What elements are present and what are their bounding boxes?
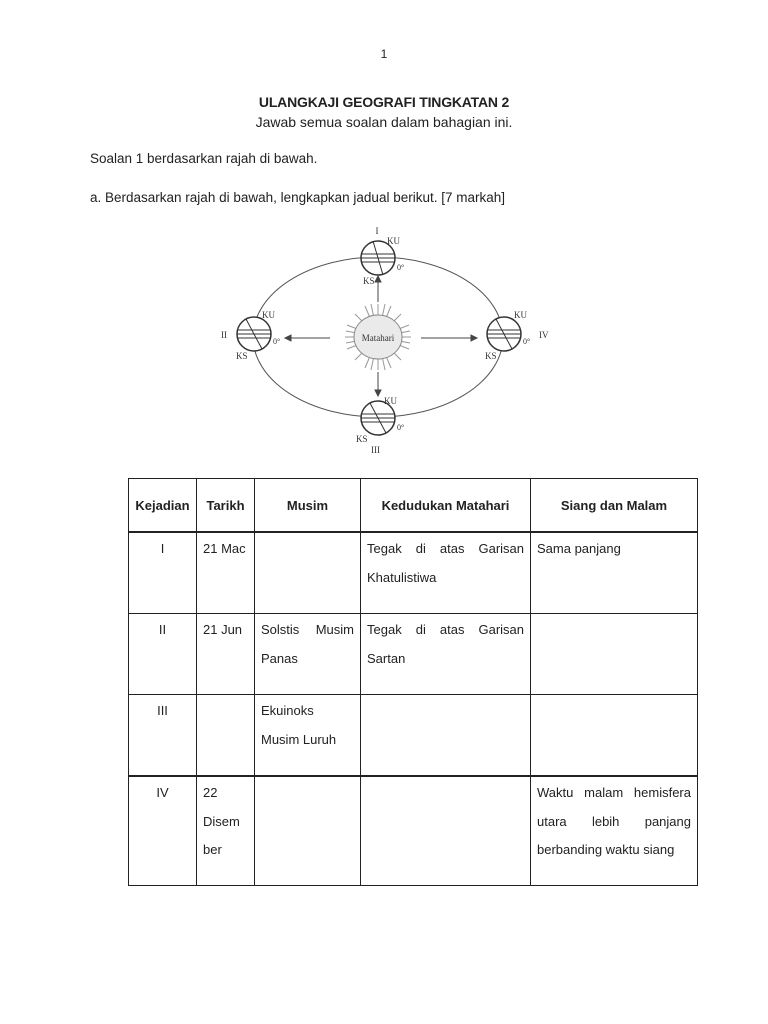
cell-musim[interactable] <box>255 532 361 614</box>
cell-tarikh: 21 Mac <box>197 532 255 614</box>
position-III-numeral: III <box>371 445 380 455</box>
position-II-degree: 0° <box>273 337 281 346</box>
intro-text: Soalan 1 berdasarkan rajah di bawah. <box>90 151 318 166</box>
cell-siang-malam[interactable] <box>531 614 698 695</box>
page-number: 1 <box>380 47 388 61</box>
question-text: a. Berdasarkan rajah di bawah, lengkapkan jadual berikut. [7 markah] <box>90 190 505 205</box>
cell-kejadian: III <box>129 695 197 777</box>
page-subtitle: Jawab semua soalan dalam bahagian ini. <box>255 114 513 130</box>
position-I-degree: 0° <box>397 263 405 272</box>
position-III-degree: 0° <box>397 423 405 432</box>
earth-orbit-diagram <box>205 222 565 462</box>
cell-siang-malam[interactable] <box>531 695 698 777</box>
cell-kedudukan: Tegak di atas Garisan Khatulistiwa <box>361 532 531 614</box>
cell-kedudukan: Tegak di atas Garisan Sartan <box>361 614 531 695</box>
cell-tarikh: 22 Disem ber <box>197 776 255 886</box>
position-III-north: KU <box>384 396 397 406</box>
table-row <box>129 695 698 777</box>
cell-musim: Solstis Musim Panas <box>255 614 361 695</box>
position-II-numeral: II <box>221 330 227 340</box>
cell-tarikh: 21 Jun <box>197 614 255 695</box>
cell-kejadian: I <box>129 532 197 614</box>
header-tarikh: Tarikh <box>197 479 255 533</box>
header-musim: Musim <box>255 479 361 533</box>
table-row <box>129 776 698 886</box>
table-header-row <box>129 479 698 533</box>
cell-kejadian: II <box>129 614 197 695</box>
header-kedudukan-matahari: Kedudukan Matahari <box>361 479 531 533</box>
position-IV-north: KU <box>514 310 527 320</box>
position-I-north: KU <box>387 236 400 246</box>
cell-kedudukan[interactable] <box>361 695 531 777</box>
cell-musim: Ekuinoks Musim Luruh <box>255 695 361 777</box>
position-IV-numeral: IV <box>539 330 549 340</box>
position-IV-degree: 0° <box>523 337 531 346</box>
position-III-south: KS <box>356 434 368 444</box>
position-IV-south: KS <box>485 351 497 361</box>
earth-position-I <box>361 241 395 275</box>
cell-musim[interactable] <box>255 776 361 886</box>
sun-label: Matahari <box>361 333 395 343</box>
earth-position-II <box>237 317 271 351</box>
cell-siang-malam: Waktu malam hemisfera utara lebih panjang berbanding waktu siang <box>531 776 698 886</box>
answer-table <box>128 478 698 886</box>
position-I-numeral: I <box>375 226 379 236</box>
cell-kejadian: IV <box>129 776 197 886</box>
header-siang-dan-malam: Siang dan Malam <box>531 479 698 533</box>
page-title: ULANGKAJI GEOGRAFI TINGKATAN 2 <box>258 94 510 110</box>
position-II-north: KU <box>262 310 275 320</box>
position-I-south: KS <box>363 276 375 286</box>
earth-position-III <box>361 401 395 435</box>
earth-position-IV <box>487 317 521 351</box>
header-kejadian: Kejadian <box>129 479 197 533</box>
cell-siang-malam: Sama panjang <box>531 532 698 614</box>
table-row <box>129 532 698 614</box>
sun <box>345 304 411 370</box>
cell-tarikh[interactable] <box>197 695 255 777</box>
position-II-south: KS <box>236 351 248 361</box>
cell-kedudukan[interactable] <box>361 776 531 886</box>
table-row <box>129 614 698 695</box>
